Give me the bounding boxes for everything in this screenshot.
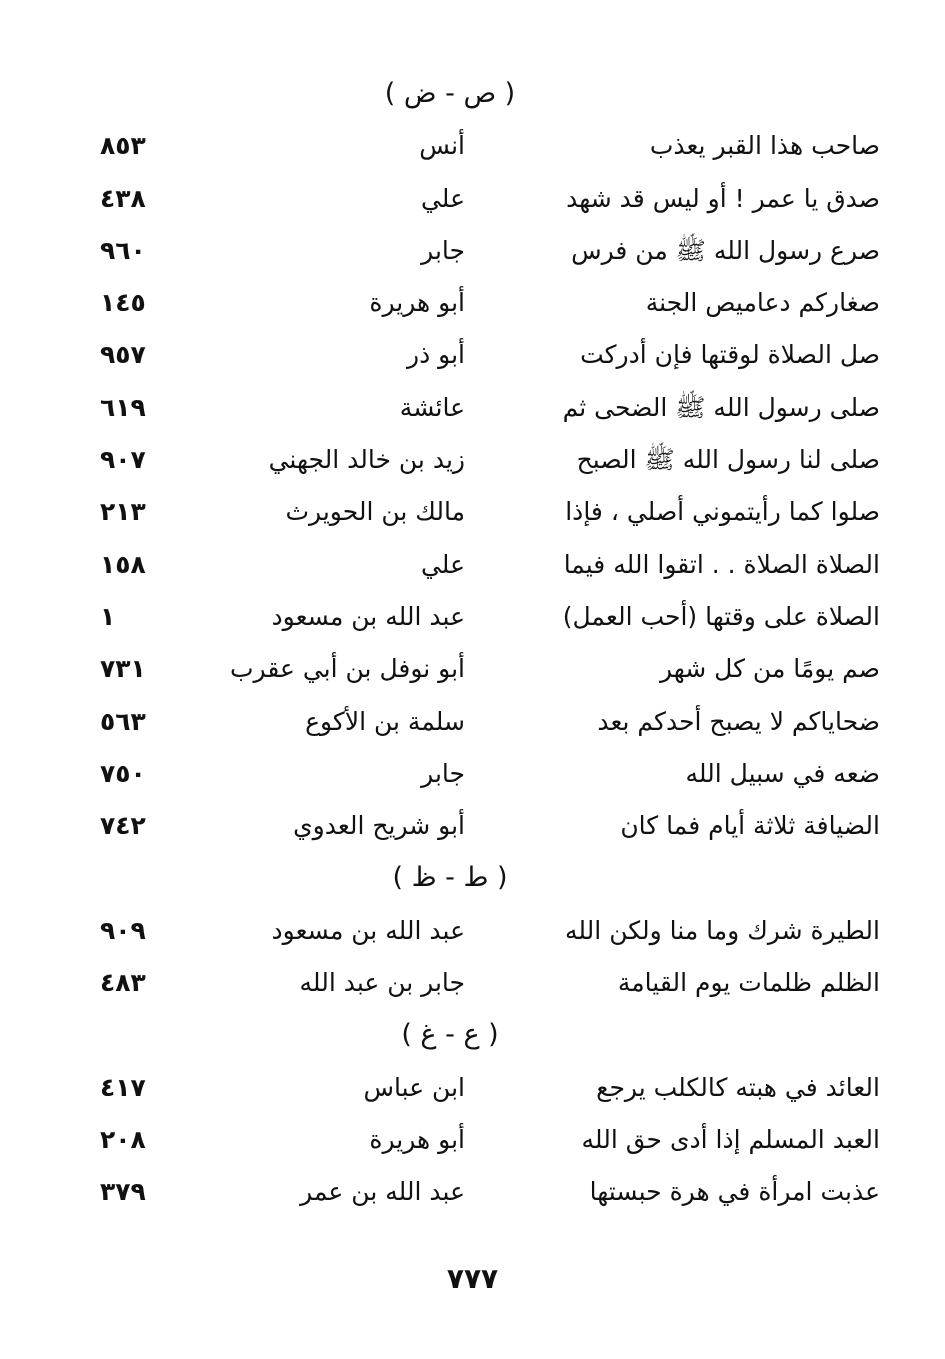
page-reference: ٢٠٨ (100, 1124, 146, 1154)
index-entry (100, 120, 880, 172)
narrator-name: أبو هريرة (369, 1124, 465, 1154)
page-reference: ٦١٩ (100, 392, 146, 422)
page-reference: ٥٦٣ (100, 706, 146, 736)
hadith-text: الصلاة على وقتها (أحب العمل) (562, 601, 880, 631)
narrator-name: مالك بن الحويرث (285, 497, 465, 527)
narrator-name: أبو نوفل بن أبي عقرب (230, 654, 465, 684)
index-entry (100, 225, 880, 277)
hadith-text: صغاركم دعاميص الجنة (645, 288, 880, 318)
page-number: ٧٧٧ (446, 1262, 499, 1295)
section-heading: ( ع - غ ) (401, 1019, 499, 1051)
index-entry (100, 277, 880, 329)
hadith-text: الطيرة شرك وما منا ولكن الله (565, 915, 880, 945)
section-heading: ( ط - ظ ) (392, 862, 508, 894)
hadith-text: ضعه في سبيل الله (685, 758, 880, 788)
hadith-text: الصلاة الصلاة . . اتقوا الله فيما (563, 549, 880, 579)
index-entry (100, 905, 880, 957)
index-entry (100, 382, 880, 434)
index-entry (100, 1062, 880, 1114)
narrator-name: علي (420, 183, 465, 213)
hadith-text: العبد المسلم إذا أدى حق الله (581, 1124, 880, 1154)
page-reference: ٤٨٣ (100, 968, 146, 998)
page-reference: ٩٠٧ (100, 445, 146, 475)
narrator-name: أبو هريرة (369, 288, 465, 318)
narrator-name: علي (420, 549, 465, 579)
hadith-text: الظلم ظلمات يوم القيامة (617, 968, 880, 998)
page-reference: ٨٥٣ (100, 131, 146, 161)
narrator-name: جابر (421, 758, 465, 788)
hadith-text: صرع رسول الله ﷺ من فرس (571, 235, 880, 265)
page-reference: ٩٥٧ (100, 340, 146, 370)
index-entry (100, 486, 880, 538)
index-entry (100, 1114, 880, 1166)
hadith-index (100, 68, 880, 1219)
narrator-name: عبد الله بن مسعود (271, 915, 465, 945)
page-reference: ٤١٧ (100, 1072, 146, 1102)
index-entry (100, 748, 880, 800)
index-entry (100, 434, 880, 486)
narrator-name: ابن عباس (363, 1072, 465, 1102)
page-reference: ١٤٥ (100, 288, 146, 318)
page-reference: ٤٣٨ (100, 183, 146, 213)
page-reference: ١٥٨ (100, 549, 146, 579)
index-entry (100, 539, 880, 591)
page-reference: ٧٣١ (100, 654, 146, 684)
page-reference: ٧٥٠ (100, 758, 146, 788)
index-entry (100, 173, 880, 225)
index-entry (100, 696, 880, 748)
page-reference: ٢١٣ (100, 497, 146, 527)
narrator-name: زيد بن خالد الجهني (268, 445, 465, 475)
page-reference: ١ (100, 601, 116, 631)
narrator-name: أبو شريح العدوي (293, 811, 465, 841)
page-reference: ٣٧٩ (100, 1177, 146, 1207)
hadith-text: ضحاياكم لا يصبح أحدكم بعد (597, 706, 880, 736)
narrator-name: سلمة بن الأكوع (305, 706, 465, 736)
section-heading: ( ص - ض ) (384, 78, 516, 109)
hadith-text: عذبت امرأة في هرة حبستها (589, 1177, 880, 1207)
narrator-name: عائشة (399, 392, 465, 422)
narrator-name: أنس (419, 131, 465, 161)
hadith-text: صلى رسول الله ﷺ الضحى ثم (562, 392, 880, 422)
index-entry (100, 329, 880, 381)
hadith-text: صدق يا عمر ! أو ليس قد شهد (566, 183, 880, 213)
hadith-text: صلى لنا رسول الله ﷺ الصبح (576, 445, 880, 475)
narrator-name: جابر بن عبد الله (299, 968, 465, 998)
hadith-text: العائد في هبته كالكلب يرجع (596, 1072, 880, 1102)
hadith-text: الضيافة ثلاثة أيام فما كان (620, 811, 880, 841)
index-entry (100, 957, 880, 1009)
narrator-name: عبد الله بن مسعود (271, 601, 465, 631)
hadith-text: صم يومًا من كل شهر (659, 654, 880, 684)
index-entry (100, 800, 880, 852)
hadith-text: صلوا كما رأيتموني أصلي ، فإذا (565, 497, 880, 527)
narrator-name: جابر (421, 235, 465, 265)
narrator-name: عبد الله بن عمر (300, 1177, 465, 1207)
page-reference: ٧٤٢ (100, 811, 146, 841)
index-entry (100, 1166, 880, 1218)
page-reference: ٩٠٩ (100, 915, 146, 945)
index-entry (100, 643, 880, 695)
narrator-name: أبو ذر (407, 340, 465, 370)
page-reference: ٩٦٠ (100, 235, 146, 265)
hadith-text: صل الصلاة لوقتها فإن أدركت (580, 340, 880, 370)
index-entry (100, 591, 880, 643)
hadith-text: صاحب هذا القبر يعذب (649, 131, 880, 161)
